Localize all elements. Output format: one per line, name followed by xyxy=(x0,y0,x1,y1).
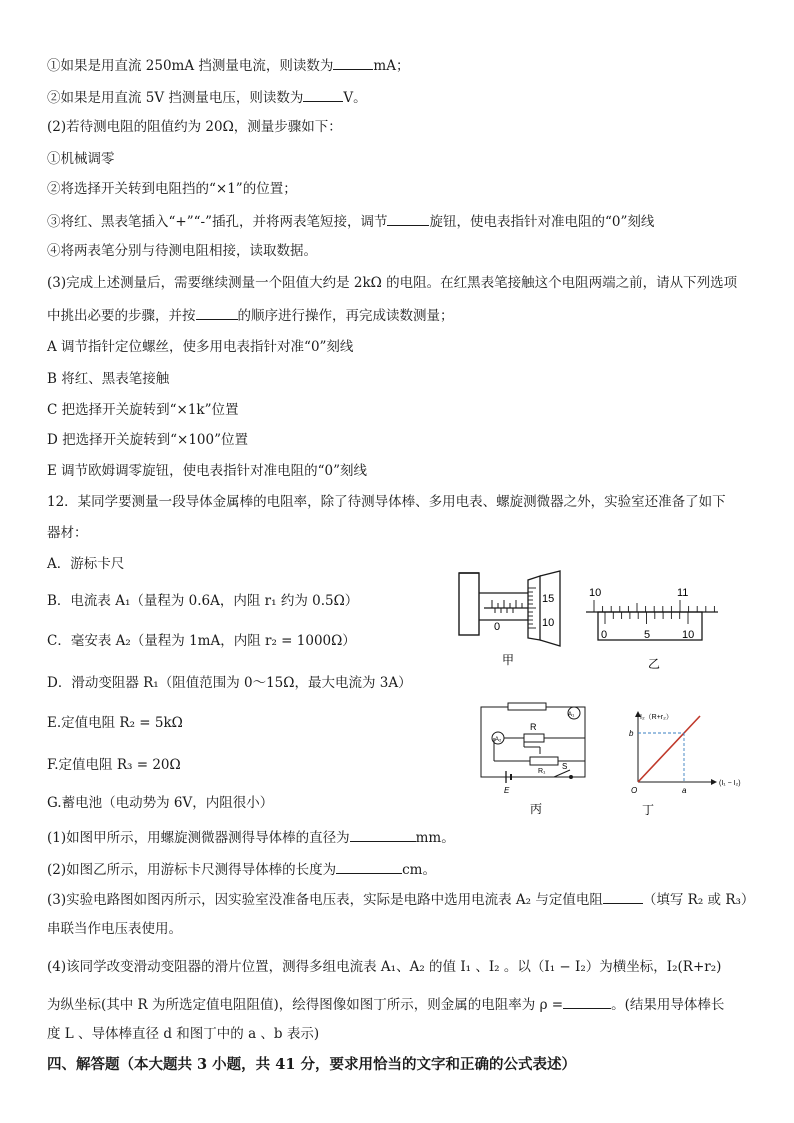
graph-figure xyxy=(626,706,786,820)
text-line-content: (1)如图甲所示，用螺旋测微器测得导体棒的直径为 xyxy=(47,830,350,846)
text-line-content: 12．某同学要测量一段导体金属棒的电阻率，除了待测导体棒、多用电表、螺旋测微器之外，实验室还准备了如下 xyxy=(47,494,726,510)
graph-origin-label: O xyxy=(631,786,638,795)
text-line xyxy=(47,890,754,909)
text-line xyxy=(47,1025,319,1043)
text-line-content: cm。 xyxy=(402,862,436,878)
text-line xyxy=(47,56,409,75)
graph-y-label: I₂（R+r₂） xyxy=(640,714,673,721)
text-line-content: E 调节欧姆调零旋钮，使电表指针对准电阻的“0”刻线 xyxy=(47,463,368,479)
answer-blank[interactable] xyxy=(333,56,373,70)
text-line-content: 度 L 、导体棒直径 d 和图丁中的 a 、b 表示) xyxy=(47,1026,320,1042)
battery-label: E xyxy=(504,786,510,795)
ammeter-a1-label: A₁ xyxy=(567,711,575,718)
graph-b-label: b xyxy=(629,729,634,738)
answer-blank[interactable] xyxy=(303,88,343,102)
text-line xyxy=(47,555,124,573)
caliper-vernier-label-5: 5 xyxy=(644,629,651,641)
text-line-content: E.定值电阻 R₂ = 5kΩ xyxy=(47,715,183,731)
text-line-content: mA； xyxy=(373,58,410,74)
text-line xyxy=(47,958,721,976)
fixed-resistor-symbol xyxy=(524,734,544,742)
text-line-content: G.蓄电池（电动势为 6V，内阻很小） xyxy=(47,795,274,811)
text-line xyxy=(47,150,115,168)
text-line-content: ③将红、黑表笔插入“+”“-”插孔，并将两表笔短接，调节 xyxy=(47,214,388,230)
text-line-content: A．游标卡尺 xyxy=(47,556,125,572)
text-line-content: (4)该同学改变滑动变阻器的滑片位置，测得多组电流表 A₁、A₂ 的值 I₁ 、I₂ 。以（I₁ − I₂）为横坐标，I₂(R+r₂) xyxy=(47,959,722,975)
rheostat-symbol xyxy=(530,757,558,765)
caliper-figure xyxy=(586,584,718,672)
text-line xyxy=(47,212,654,231)
caliper-main-label-11: 11 xyxy=(677,587,689,599)
text-line xyxy=(47,401,239,419)
text-line-content: V。 xyxy=(343,90,367,106)
text-line-content: D．滑动变阻器 R₁（阻值范围为 0～15Ω，最大电流为 3A） xyxy=(47,675,412,691)
text-line-content: 器材： xyxy=(47,525,88,541)
text-line xyxy=(47,180,297,198)
text-line-content: ②如果是用直流 5V 挡测量电压，则读数为 xyxy=(47,90,304,106)
text-line xyxy=(47,306,454,325)
text-line-content: 的顺序进行操作，再完成读数测量； xyxy=(237,308,454,324)
rheostat-label: R₁ xyxy=(538,768,546,775)
switch-label: S xyxy=(562,762,568,771)
text-line-content: (3)实验电路图如图丙所示，因实验室没准备电压表，实际是电路中选用电流表 A₂ 与定值电阻 xyxy=(47,892,603,908)
text-line-content: (3)完成上述测量后，需要继续测量一个阻值大约是 2kΩ 的电阻。在红黑表笔接触这个电阻两端之前，请从下列选项 xyxy=(47,275,738,291)
text-line-content: F.定值电阻 R₃ = 20Ω xyxy=(47,757,181,773)
caliper-main-label-10: 10 xyxy=(589,587,602,599)
text-line-content: ①机械调零 xyxy=(47,151,115,167)
circuit-figure xyxy=(474,700,598,818)
text-line xyxy=(47,756,181,774)
micrometer-anvil-frame xyxy=(459,573,479,635)
text-line xyxy=(47,860,436,879)
text-line-content: 。(结果用导体棒长 xyxy=(611,997,725,1013)
text-line xyxy=(47,242,317,260)
text-line xyxy=(47,431,248,449)
text-line xyxy=(47,274,737,292)
graph-x-label: (I₁ − I₂) xyxy=(719,780,741,787)
figure-caption-ding: 丁 xyxy=(642,803,655,817)
micrometer-sleeve-ticks xyxy=(492,600,522,613)
text-line-content: 旋钮，使电表指针对准电阻的“0”刻线 xyxy=(429,214,655,230)
micrometer-sleeve-zero: 0 xyxy=(494,621,501,633)
switch-symbol xyxy=(554,770,570,777)
ammeter-a2-label: A₂ xyxy=(494,736,502,743)
caliper-vernier-label-0: 0 xyxy=(601,629,608,641)
figure-caption-yi: 乙 xyxy=(648,657,661,671)
text-line-content: C．毫安表 A₂（量程为 1mA，内阻 r₂ = 1000Ω） xyxy=(47,633,356,649)
text-line xyxy=(47,714,183,732)
graph-a-label: a xyxy=(682,786,687,795)
text-line-content: mm。 xyxy=(415,830,455,846)
text-line xyxy=(47,632,356,650)
graph-line xyxy=(638,716,700,782)
text-line xyxy=(47,462,367,480)
section-heading: 四、解答题（本大题共 3 小题，共 41 分，要求用恰当的文字和正确的公式表述） xyxy=(47,1056,576,1073)
text-line-content: D 把选择开关旋转到“×100”位置 xyxy=(47,432,248,448)
figure-caption-jia: 甲 xyxy=(502,653,515,667)
text-line-content: B．电流表 A₁（量程为 0.6A，内阻 r₁ 约为 0.5Ω） xyxy=(47,593,359,609)
micrometer-figure xyxy=(456,568,580,668)
micrometer-thimble-ticks xyxy=(528,588,536,628)
text-line xyxy=(47,828,455,847)
answer-blank[interactable] xyxy=(196,306,238,320)
text-line xyxy=(47,88,367,107)
answer-blank[interactable] xyxy=(603,890,643,904)
conductor-rod xyxy=(508,703,546,710)
text-line xyxy=(47,524,88,542)
micrometer-thimble-label-15: 15 xyxy=(542,593,555,605)
text-line-content: (2)若待测电阻的阻值约为 20Ω，测量步骤如下： xyxy=(47,119,342,135)
answer-blank[interactable] xyxy=(350,828,416,842)
text-line xyxy=(47,794,273,812)
caliper-main-ticks xyxy=(594,600,714,612)
caliper-vernier-ticks xyxy=(605,612,688,624)
fixed-resistor-label: R xyxy=(530,722,537,732)
caliper-vernier-label-10: 10 xyxy=(682,629,695,641)
answer-blank[interactable] xyxy=(387,212,429,226)
text-line-content: ①如果是用直流 250mA 挡测量电流，则读数为 xyxy=(47,58,334,74)
text-line-content: ②将选择开关转到电阻挡的“×1”的位置； xyxy=(47,181,297,197)
text-line-content: 为纵坐标(其中 R 为所选定值电阻阻值)，绘得图像如图丁所示，则金属的电阻率为 ρ = xyxy=(47,997,564,1013)
figure-caption-bing: 丙 xyxy=(530,802,543,816)
text-line-content: ④将两表笔分别与待测电阻相接，读取数据。 xyxy=(47,243,317,259)
text-line-content: A 调节指针定位螺丝，使多用电表指针对准“0”刻线 xyxy=(47,339,354,355)
text-line-content: 串联当作电压表使用。 xyxy=(47,921,182,937)
text-line xyxy=(47,338,353,356)
text-line xyxy=(47,920,182,938)
micrometer-thimble-label-10: 10 xyxy=(542,617,555,629)
text-line-content: B 将红、黑表笔接触 xyxy=(47,371,170,387)
text-line xyxy=(47,493,726,511)
text-line xyxy=(47,674,412,692)
text-line-content: （填写 R₂ 或 R₃） xyxy=(642,892,755,908)
answer-blank[interactable] xyxy=(563,995,611,1009)
text-line xyxy=(47,995,724,1014)
text-line xyxy=(47,118,342,136)
text-line-content: (2)如图乙所示，用游标卡尺测得导体棒的长度为 xyxy=(47,862,337,878)
text-line-content: C 把选择开关旋转到“×1k”位置 xyxy=(47,402,239,418)
answer-blank[interactable] xyxy=(336,860,402,874)
text-line xyxy=(47,370,169,388)
text-line-content: 中挑出必要的步骤，并按 xyxy=(47,308,196,324)
text-line xyxy=(47,592,358,610)
